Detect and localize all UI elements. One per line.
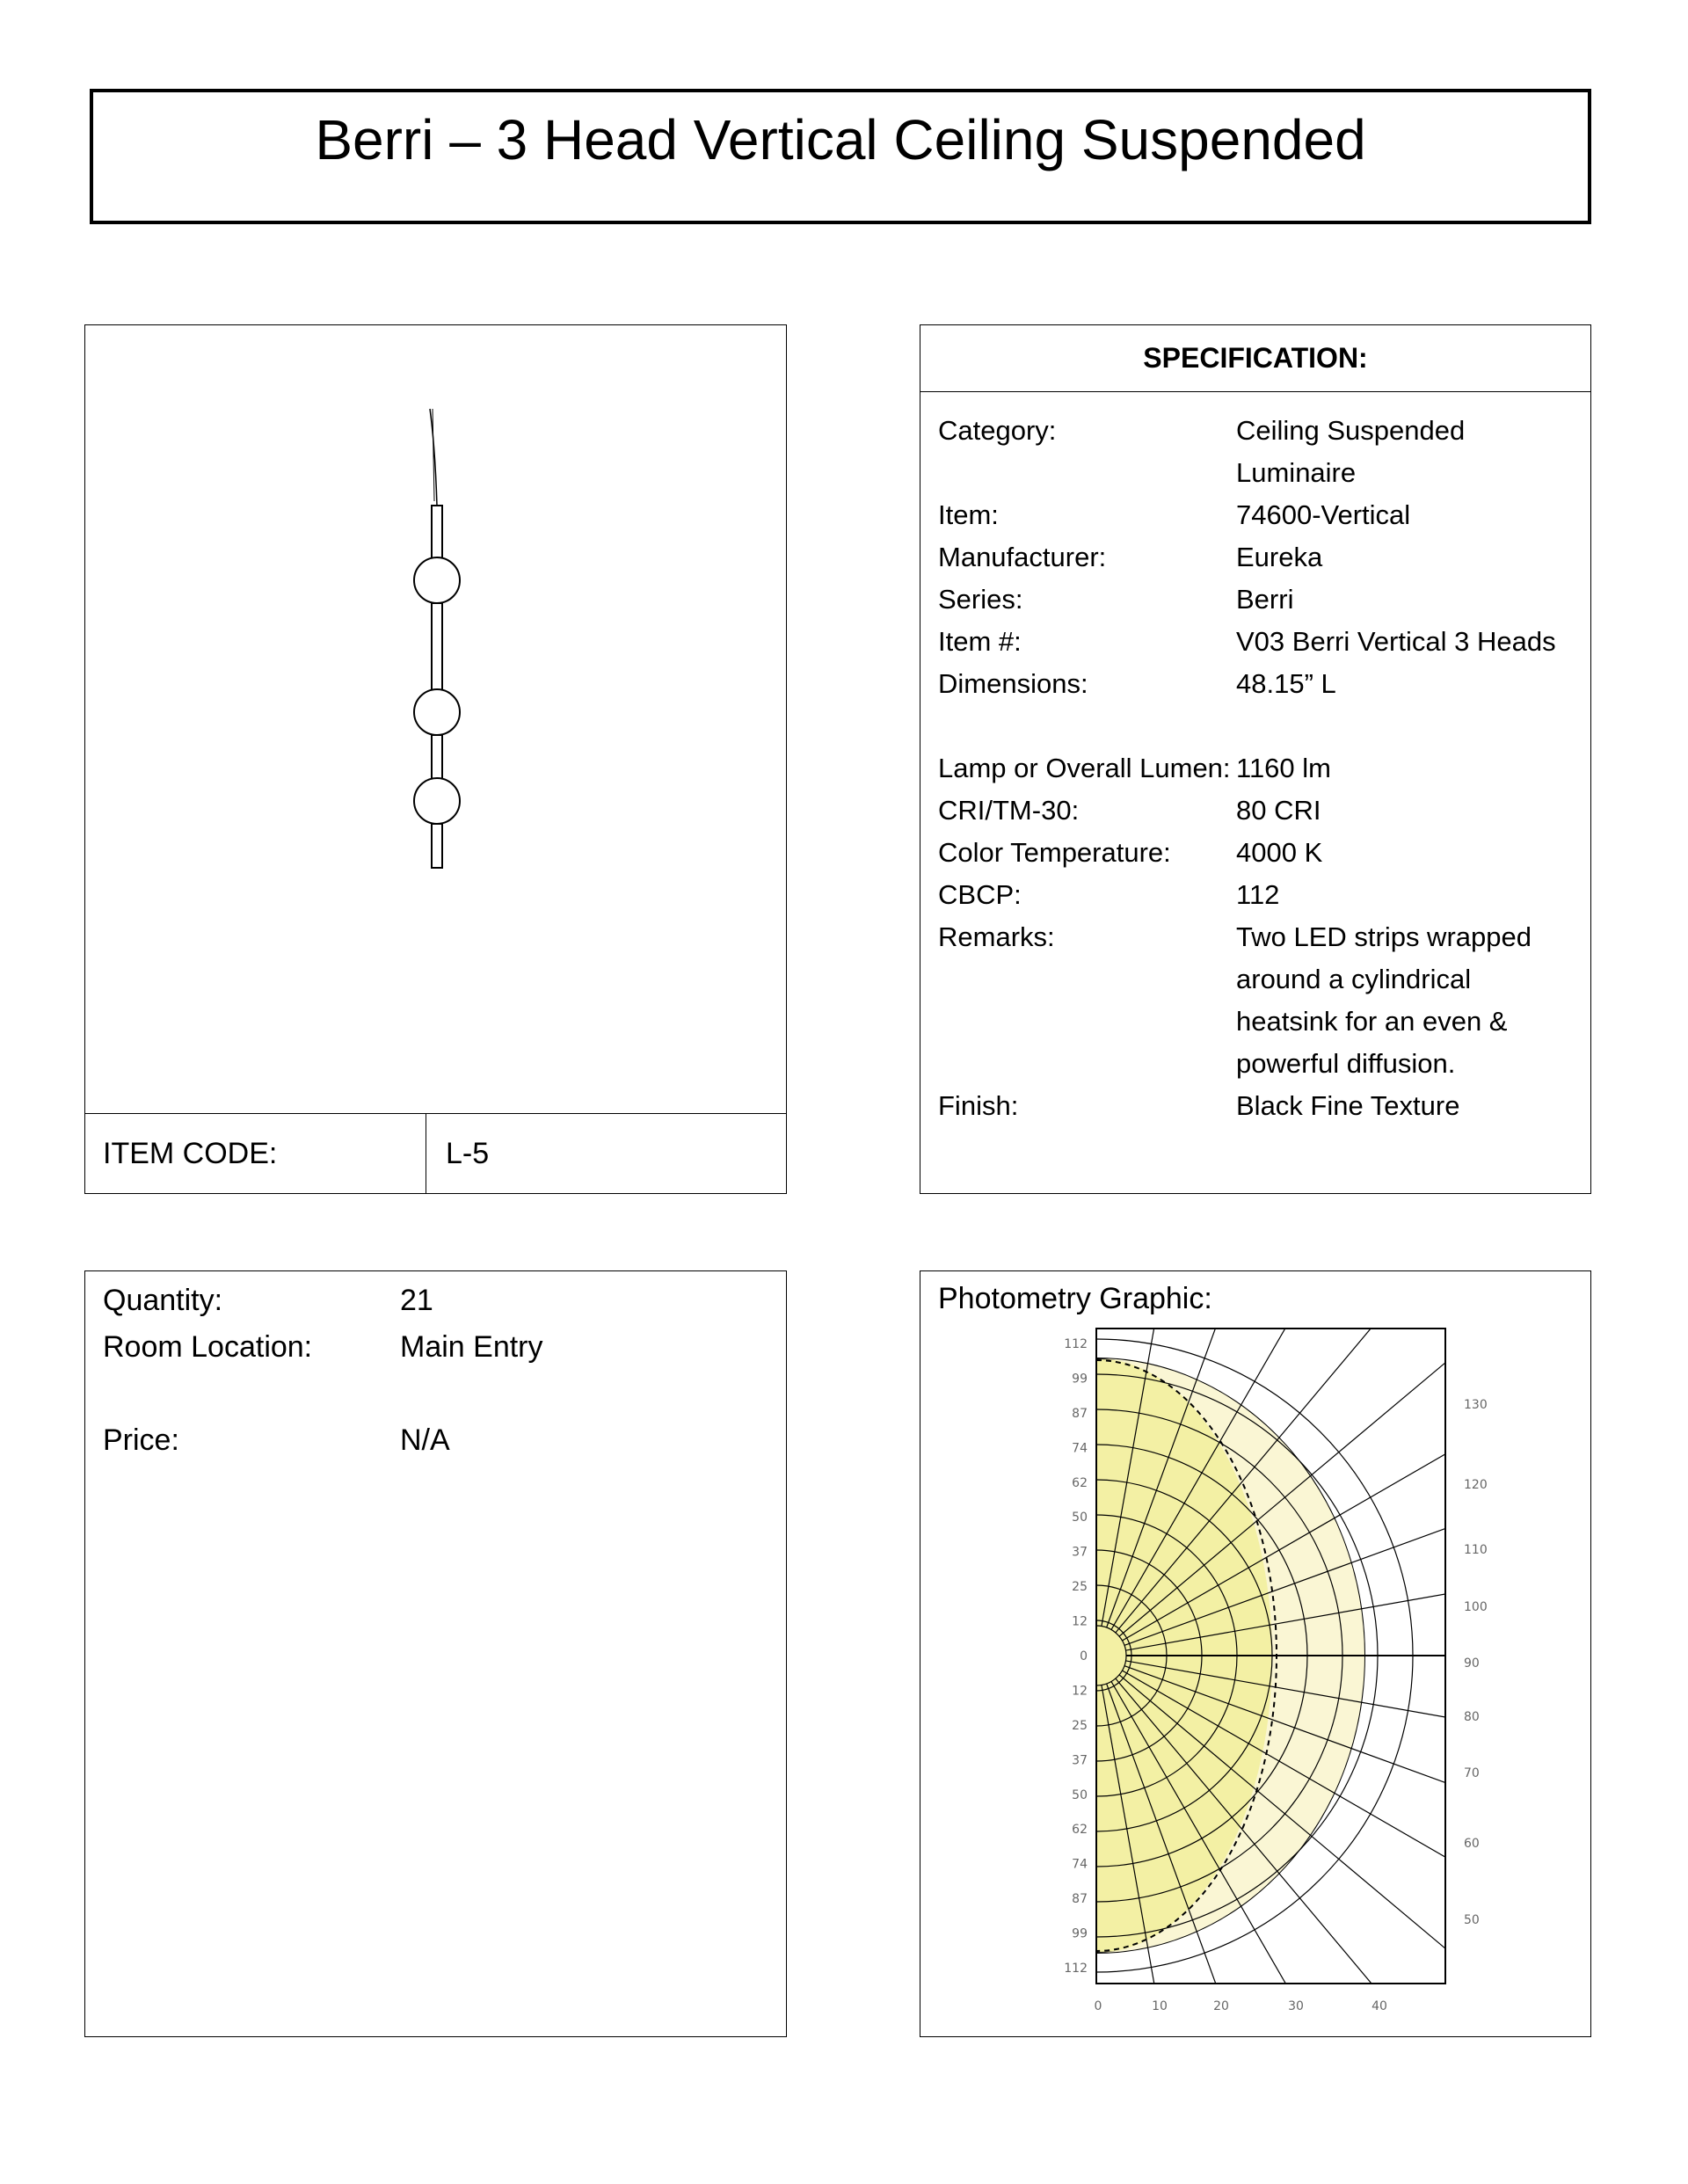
right-tick-label: 80 (1464, 1710, 1480, 1724)
spec-label: Color Temperature: (938, 837, 1171, 868)
spec-value-line: 1160 lm (1236, 753, 1331, 783)
spec-label: Series: (938, 584, 1023, 615)
spec-value-line: 4000 K (1236, 837, 1323, 868)
left-tick-label: 112 (1064, 1337, 1088, 1351)
spec-value (1236, 916, 1588, 1085)
left-tick-label: 62 (1072, 1475, 1088, 1490)
spec-label: Finish: (938, 1090, 1019, 1121)
spec-value (1236, 790, 1588, 832)
quantity-value: 21 (400, 1284, 433, 1317)
left-tick-label: 37 (1072, 1545, 1088, 1560)
left-tick-label: 112 (1064, 1962, 1088, 1976)
photometry-panel (920, 1270, 1591, 2037)
spec-label: Item #: (938, 626, 1022, 657)
spec-value (1236, 663, 1588, 705)
spec-value-line: 48.15” L (1236, 668, 1336, 699)
spec-value-line: powerful diffusion. (1236, 1048, 1456, 1079)
right-tick-label: 50 (1464, 1913, 1480, 1927)
spec-value-line: Two LED strips wrapped (1236, 921, 1532, 952)
spec-value (1236, 1085, 1588, 1127)
item-code-row (85, 1113, 786, 1193)
right-tick-label: 70 (1464, 1766, 1480, 1780)
spec-label: Item: (938, 499, 999, 530)
item-code-label: ITEM CODE: (103, 1137, 278, 1170)
left-tick-label: 50 (1072, 1787, 1088, 1802)
spec-label: Remarks: (938, 921, 1055, 952)
left-tick-label: 74 (1072, 1441, 1088, 1456)
left-tick-label: 99 (1072, 1372, 1088, 1387)
left-tick-label: 12 (1072, 1614, 1088, 1629)
left-tick-label: 74 (1072, 1857, 1088, 1872)
spec-value (1236, 747, 1588, 790)
specification-panel (920, 324, 1591, 1194)
left-tick-label: 87 (1072, 1892, 1088, 1907)
quantity-label: Quantity: (103, 1284, 223, 1317)
left-tick-label: 12 (1072, 1684, 1088, 1699)
spec-value (1236, 410, 1588, 494)
bottom-tick-label: 30 (1288, 1999, 1304, 2013)
bottom-tick-label: 0 (1094, 1999, 1102, 2013)
order-info-panel (84, 1270, 787, 2037)
spec-label: CBCP: (938, 879, 1022, 910)
spec-label: CRI/TM-30: (938, 795, 1080, 826)
specification-header: SPECIFICATION: (920, 325, 1590, 392)
right-tick-label: 130 (1464, 1398, 1488, 1412)
left-tick-label: 87 (1072, 1406, 1088, 1421)
spec-value-line: Black Fine Texture (1236, 1090, 1460, 1121)
right-tick-label: 90 (1464, 1656, 1480, 1671)
spec-value (1236, 536, 1588, 579)
page-title: Berri – 3 Head Vertical Ceiling Suspended (315, 108, 1366, 171)
spec-value-line: around a cylindrical (1236, 964, 1472, 994)
spec-value-line: Berri (1236, 584, 1294, 615)
left-tick-label: 50 (1072, 1511, 1088, 1525)
right-tick-label: 100 (1464, 1600, 1488, 1614)
spec-value-line: V03 Berri Vertical 3 Heads (1236, 626, 1556, 657)
spec-value-line: 74600-Vertical (1236, 499, 1411, 530)
bottom-tick-label: 20 (1213, 1999, 1229, 2013)
spec-value-line: 80 CRI (1236, 795, 1321, 826)
spec-value (1236, 874, 1588, 916)
photometry-diagram (920, 1271, 1592, 2038)
left-tick-label: 99 (1072, 1926, 1088, 1941)
bottom-tick-label: 40 (1372, 1999, 1387, 2013)
right-tick-label: 120 (1464, 1478, 1488, 1492)
item-code-value: L-5 (446, 1137, 490, 1170)
spec-value-line: 112 (1236, 879, 1280, 910)
room-location-label: Room Location: (103, 1330, 313, 1364)
room-location-value: Main Entry (400, 1330, 543, 1364)
spec-value (1236, 832, 1588, 874)
left-tick-label: 37 (1072, 1753, 1088, 1768)
price-value: N/A (400, 1423, 450, 1457)
spec-label: Lamp or Overall Lumen: (938, 753, 1231, 783)
spec-value (1236, 621, 1588, 663)
fixture-drawing (85, 325, 788, 1195)
spec-value (1236, 494, 1588, 536)
spec-value-line: Ceiling Suspended (1236, 415, 1466, 446)
price-label: Price: (103, 1423, 179, 1457)
left-tick-label: 62 (1072, 1823, 1088, 1838)
spec-label: Dimensions: (938, 668, 1088, 699)
left-tick-label: 25 (1072, 1580, 1088, 1595)
spec-value-line: Eureka (1236, 542, 1323, 572)
polar-plot (920, 1271, 1592, 2038)
spec-value (1236, 579, 1588, 621)
spec-label: Manufacturer: (938, 542, 1107, 572)
photometry-title: Photometry Graphic: (938, 1282, 1212, 1315)
title-box (90, 89, 1591, 224)
spec-value-line: Luminaire (1236, 457, 1357, 488)
spec-label: Category: (938, 415, 1057, 446)
left-tick-label: 0 (1080, 1649, 1088, 1663)
bottom-tick-label: 10 (1152, 1999, 1168, 2013)
fixture-image-panel (84, 324, 787, 1194)
right-tick-label: 60 (1464, 1837, 1480, 1851)
spec-value-line: heatsink for an even & (1236, 1006, 1508, 1037)
right-tick-label: 110 (1464, 1543, 1488, 1557)
left-tick-label: 25 (1072, 1718, 1088, 1733)
